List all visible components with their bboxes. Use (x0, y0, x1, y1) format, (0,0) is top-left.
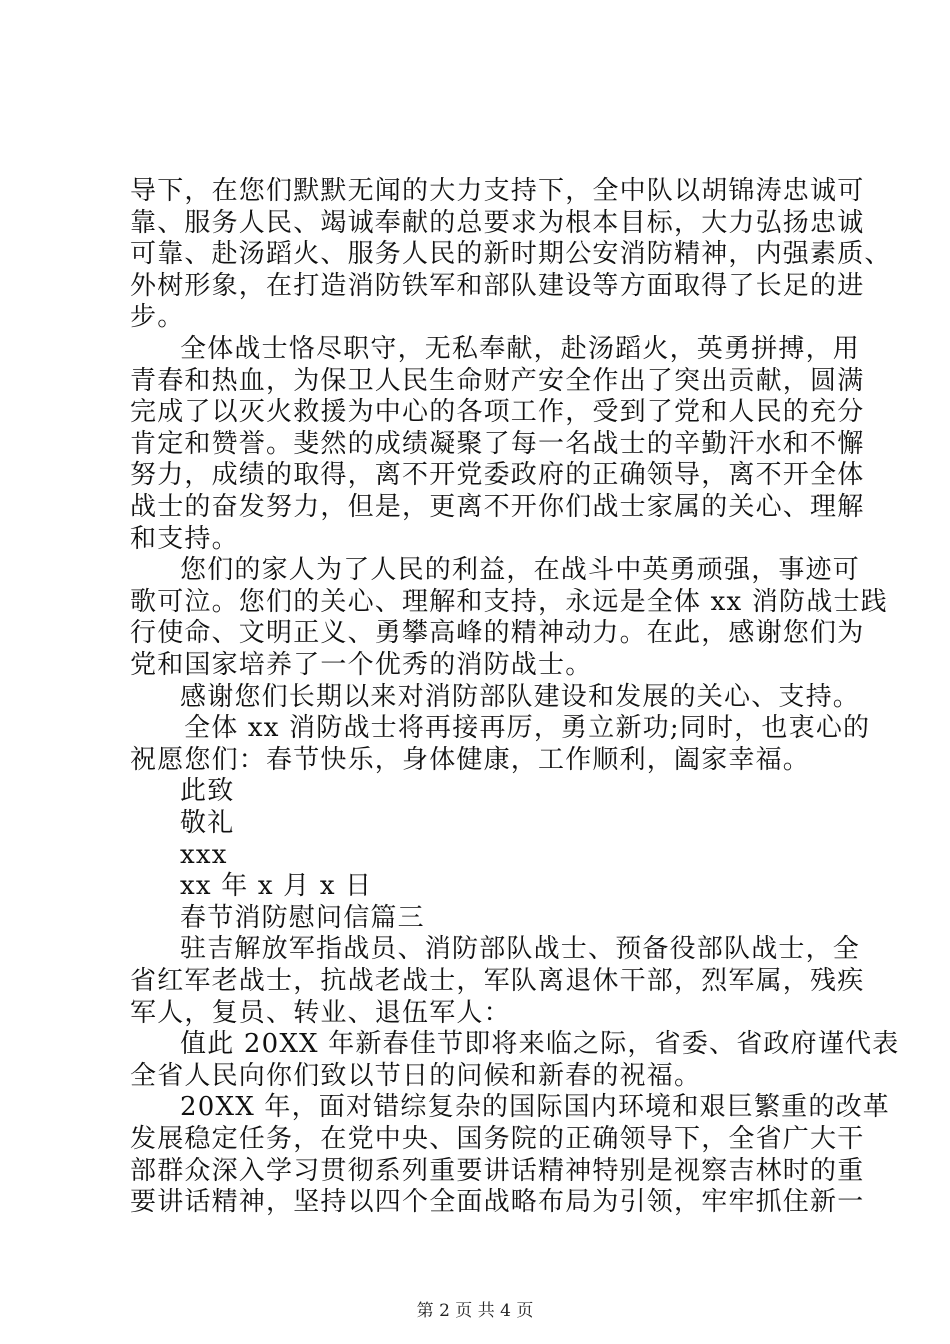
signature: xxx (180, 839, 228, 870)
text-line: 努力，成绩的取得，离不开党委政府的正确领导，离不开全体 (130, 460, 865, 491)
text-line: 完成了以灭火救援为中心的各项工作，受到了党和人民的充分 (130, 397, 865, 428)
text-line: 战士的奋发努力，但是，更离不开你们战士家属的关心、理解 (130, 492, 865, 522)
text-line: 可靠、赴汤蹈火、服务人民的新时期公安消防精神，内强素质、 (130, 239, 892, 270)
text-line: 军人，复员、转业、退伍军人： (130, 997, 511, 1028)
text-line: 外树形象，在打造消防铁军和部队建设等方面取得了长足的进 (130, 270, 865, 301)
text-line: 全体 xx 消防战士将再接再厉，勇立新功;同时，也衷心的 (184, 713, 871, 744)
text-line: 感谢您们长期以来对消防部队建设和发展的关心、支持。 (180, 681, 861, 712)
section-title: 春节消防慰问信篇三 (180, 902, 425, 933)
text-line: 靠、服务人民、竭诚奉献的总要求为根本目标，大力弘扬忠诚 (130, 207, 865, 238)
text-line: 20XX 年，面对错综复杂的国际国内环境和艰巨繁重的改革 (180, 1092, 890, 1123)
text-line: 和支持。 (130, 523, 239, 554)
text-line: 祝愿您们：春节快乐，身体健康，工作顺利，阖家幸福。 (130, 744, 811, 775)
text-line: 肯定和赞誉。斐然的成绩凝聚了每一名战士的辛勤汗水和不懈 (130, 428, 865, 459)
closing-salutation: 此致 (180, 776, 235, 807)
text-line: 省红军老战士，抗战老战士，军队离退休干部，烈军属，残疾 (130, 966, 865, 996)
date-line: xx 年 x 月 x 日 (180, 871, 373, 902)
text-line: 值此 20XX 年新春佳节即将来临之际，省委、省政府谨代表 (180, 1029, 900, 1060)
text-line: 党和国家培养了一个优秀的消防战士。 (130, 650, 593, 680)
text-line: 全省人民向你们致以节日的问候和新春的祝福。 (130, 1060, 702, 1091)
text-line: 全体战士恪尽职守，无私奉献，赴汤蹈火，英勇拼搏，用 (180, 334, 861, 364)
text-line: 步。 (130, 302, 185, 333)
text-line: 青春和热血，为保卫人民生命财产安全作出了突出贡献，圆满 (130, 365, 865, 396)
text-line: 导下，在您们默默无闻的大力支持下，全中队以胡锦涛忠诚可 (130, 176, 865, 206)
text-line: 行使命、文明正义、勇攀高峰的精神动力。在此，感谢您们为 (130, 618, 865, 649)
text-line: 歌可泣。您们的关心、理解和支持，永远是全体 xx 消防战士践 (130, 586, 888, 617)
text-line: 要讲话精神，坚持以四个全面战略布局为引领，牢牢抓住新一 (130, 1187, 865, 1218)
text-line: 您们的家人为了人民的利益，在战斗中英勇顽强，事迹可 (180, 555, 861, 586)
text-line: 驻吉解放军指战员、消防部队战士、预备役部队战士，全 (180, 934, 861, 965)
text-line: 发展稳定任务，在党中央、国务院的正确领导下，全省广大干 (130, 1124, 865, 1154)
text-line: 部群众深入学习贯彻系列重要讲话精神特别是视察吉林时的重 (130, 1155, 865, 1186)
page-footer: 第 2 页 共 4 页 (416, 1301, 534, 1321)
closing-salutation: 敬礼 (180, 808, 235, 838)
